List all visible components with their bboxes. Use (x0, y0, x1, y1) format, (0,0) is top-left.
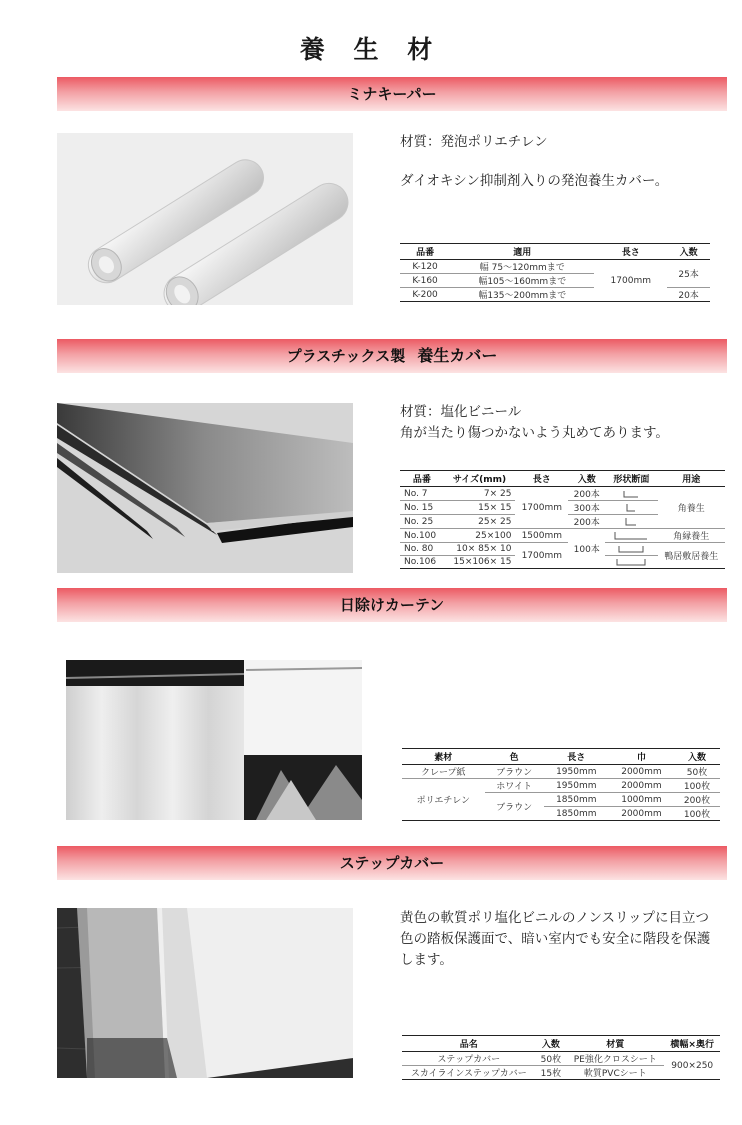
table-cell: 1700mm (515, 487, 568, 529)
table-cell: 鴨居敷居養生 (658, 543, 725, 569)
table-header: 品番 (400, 471, 444, 487)
table-cell: 幅105～160mmまで (450, 274, 594, 288)
table-row (402, 765, 720, 779)
step-cover-table (402, 1035, 720, 1080)
table-cell: 2000mm (609, 807, 674, 821)
table-cell: ブラウン (485, 793, 544, 821)
section-shape-icon (605, 529, 657, 543)
table-row (400, 260, 710, 274)
table-cell: 角養生 (658, 487, 725, 529)
table-header: 長さ (594, 244, 667, 260)
table-cell: K-160 (400, 274, 450, 288)
table-cell: 300本 (568, 501, 605, 515)
table-header: 長さ (544, 749, 609, 765)
table-cell: 1950mm (544, 765, 609, 779)
table-header-row (402, 749, 720, 765)
table-cell: クレープ紙 (402, 765, 485, 779)
table-cell: 15枚 (536, 1066, 567, 1080)
step-cover-photo (57, 908, 353, 1078)
table-cell: 200枚 (674, 793, 720, 807)
curtain-table (402, 748, 720, 821)
table-header: 横幅×奥行 (664, 1036, 720, 1052)
plastic-cover-description (400, 402, 730, 444)
table-cell: No. 80 (400, 543, 444, 556)
band-text: プラスチックス製 (286, 347, 406, 365)
table-cell: ステップカバー (402, 1052, 536, 1066)
section-shape-icon (605, 556, 657, 569)
table-cell: No.100 (400, 529, 444, 543)
table-header: 品番 (400, 244, 450, 260)
table-cell: 1500mm (515, 529, 568, 543)
table-header: 入数 (568, 471, 605, 487)
section-shape-icon (605, 501, 657, 515)
page-title: 養 生 材 (299, 35, 443, 64)
table-cell: 100枚 (674, 779, 720, 793)
table-header: 品名 (402, 1036, 536, 1052)
table-cell: 幅 75～120mmまで (450, 260, 594, 274)
section-band-plastic-cover (57, 339, 727, 373)
table-cell: 2000mm (609, 765, 674, 779)
table-cell: 15× 15 (444, 501, 516, 515)
table-cell: 100枚 (674, 807, 720, 821)
table-header: 長さ (515, 471, 568, 487)
table-cell: 200本 (568, 487, 605, 501)
table-row (402, 779, 720, 793)
table-cell: No. 15 (400, 501, 444, 515)
table-cell: No.106 (400, 556, 444, 569)
table-header: 入数 (667, 244, 710, 260)
plastic-cover-text: 角が当たり傷つかないよう丸めてあります。 (400, 425, 669, 441)
table-header-row (402, 1036, 720, 1052)
minakeeper-text: ダイオキシン抑制剤入りの発泡養生カバー。 (400, 173, 669, 189)
table-cell: ポリエチレン (402, 779, 485, 821)
table-cell: スカイラインステップカバー (402, 1066, 536, 1080)
table-header: サイズ(mm) (444, 471, 516, 487)
table-header: 適用 (450, 244, 594, 260)
table-cell: PE強化クロスシート (566, 1052, 664, 1066)
table-row (400, 487, 725, 501)
table-cell: 軟質PVCシート (566, 1066, 664, 1080)
section-band-minakeeper: ミナキーパー (57, 77, 727, 111)
table-header: 入数 (536, 1036, 567, 1052)
table-cell: ブラウン (485, 765, 544, 779)
table-cell: 25本 (667, 260, 710, 288)
plastic-cover-photo (57, 403, 353, 573)
table-header: 入数 (674, 749, 720, 765)
minakeeper-photo (57, 133, 353, 305)
table-cell: ホワイト (485, 779, 544, 793)
step-cover-description (400, 908, 735, 971)
band-text: 養生カバー (417, 346, 498, 365)
table-cell: 1850mm (544, 793, 609, 807)
table-cell: 50枚 (536, 1052, 567, 1066)
section-shape-icon (605, 543, 657, 556)
table-row (402, 1052, 720, 1066)
table-cell: 50枚 (674, 765, 720, 779)
table-cell: K-120 (400, 260, 450, 274)
table-header-row (400, 471, 725, 487)
table-cell: No. 7 (400, 487, 444, 501)
minakeeper-material: 材質：発泡ポリエチレン (400, 134, 548, 150)
table-cell: 20本 (667, 288, 710, 302)
table-cell: 200本 (568, 515, 605, 529)
table-cell: 1950mm (544, 779, 609, 793)
table-cell: 10× 85× 10 (444, 543, 516, 556)
table-header: 形状断面 (605, 471, 657, 487)
step-cover-text-line: 黄色の軟質ポリ塩化ビニルのノンスリップに目立つ (400, 910, 710, 926)
table-cell: 1000mm (609, 793, 674, 807)
step-cover-text-line: します。 (400, 952, 453, 968)
plastic-cover-table (400, 470, 725, 569)
table-cell: 幅135～200mmまで (450, 288, 594, 302)
table-cell: 1700mm (594, 260, 667, 302)
table-cell: 25×100 (444, 529, 516, 543)
table-row (400, 543, 725, 556)
section-band-step-cover: ステップカバー (57, 846, 727, 880)
table-header: 巾 (609, 749, 674, 765)
table-cell: 25× 25 (444, 515, 516, 529)
table-cell: K-200 (400, 288, 450, 302)
minakeeper-table (400, 243, 710, 302)
table-cell: 900×250 (664, 1052, 720, 1080)
table-cell: 7× 25 (444, 487, 516, 501)
curtain-photo (66, 660, 362, 820)
table-cell: 100本 (568, 529, 605, 569)
table-header: 用途 (658, 471, 725, 487)
table-header: 材質 (566, 1036, 664, 1052)
plastic-cover-material: 材質：塩化ビニール (400, 404, 522, 420)
step-cover-text-line: 色の踏板保護面で、暗い室内でも安全に階段を保護 (400, 931, 711, 947)
table-header-row (400, 244, 710, 260)
table-cell: 角縁養生 (658, 529, 725, 543)
section-shape-icon (605, 487, 657, 501)
table-cell: 1700mm (515, 543, 568, 569)
table-header: 素材 (402, 749, 485, 765)
table-cell: No. 25 (400, 515, 444, 529)
section-band-curtain: 日除けカーテン (57, 588, 727, 622)
table-cell: 15×106× 15 (444, 556, 516, 569)
table-cell: 1850mm (544, 807, 609, 821)
minakeeper-description (400, 132, 720, 192)
table-cell: 2000mm (609, 779, 674, 793)
table-row (400, 529, 725, 543)
table-header: 色 (485, 749, 544, 765)
section-shape-icon (605, 515, 657, 529)
